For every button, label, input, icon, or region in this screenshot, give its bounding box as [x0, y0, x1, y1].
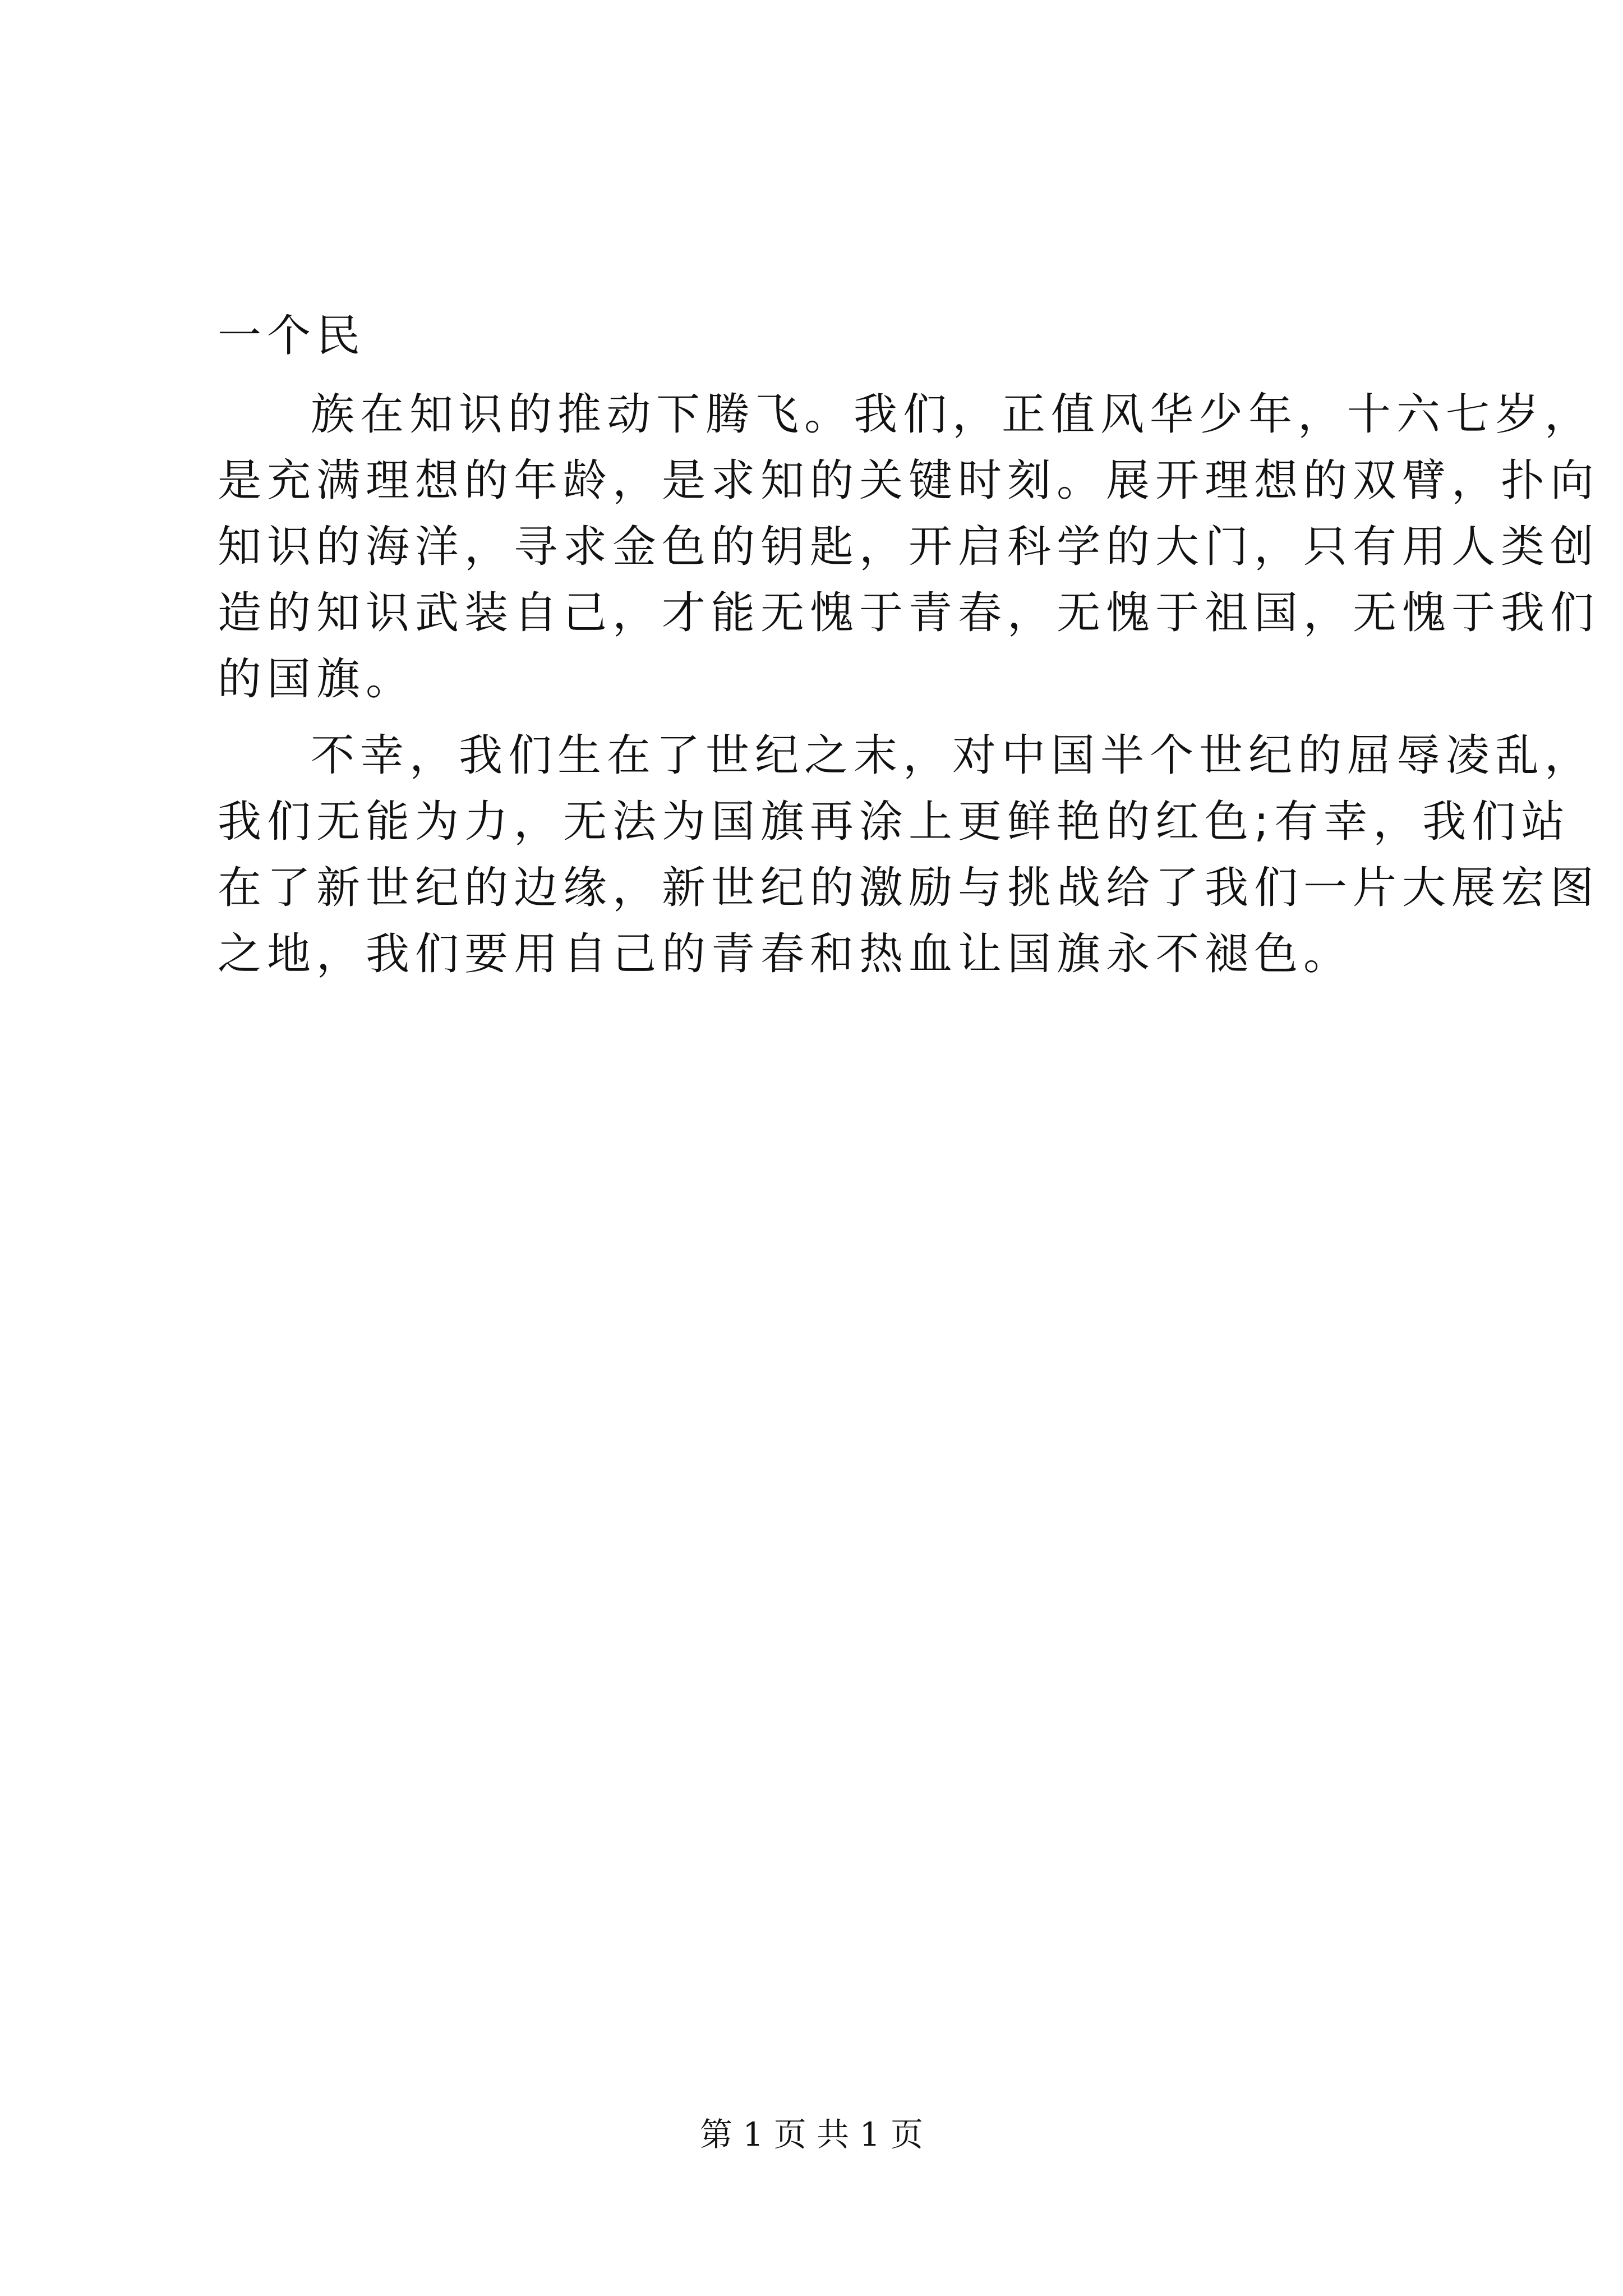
- document-body: [218, 303, 1600, 987]
- text-line: 不幸，我们生在了世纪之末，对中国半个世纪的屈辱凌乱，: [311, 730, 1594, 781]
- text-line: 之地，我们要用自己的青春和热血让国旗永不褪色。: [218, 929, 1353, 979]
- page-number-footer: 第 1 页 共 1 页: [700, 2115, 923, 2154]
- paragraph-2: [218, 723, 1600, 987]
- text-line: 族在知识的推动下腾飞。我们，正值风华少年，十六七岁，: [311, 389, 1594, 440]
- paragraph-1: [218, 381, 1600, 712]
- text-line: 的国旗。: [218, 654, 416, 705]
- text-line: 一个民: [218, 311, 366, 361]
- text-line: 知识的海洋，寻求金色的钥匙，开启科学的大门，只有用人类创: [218, 522, 1600, 572]
- text-line: 在了新世纪的边缘，新世纪的激励与挑战给了我们一片大展宏图: [218, 863, 1600, 913]
- text-line: 我们无能为力，无法为国旗再涂上更鲜艳的红色;有幸，我们站: [218, 797, 1571, 847]
- text-line: 造的知识武装自己，才能无愧于青春，无愧于祖国，无愧于我们: [218, 588, 1600, 638]
- text-line: 是充满理想的年龄，是求知的关键时刻。展开理想的双臂，扑向: [218, 455, 1600, 506]
